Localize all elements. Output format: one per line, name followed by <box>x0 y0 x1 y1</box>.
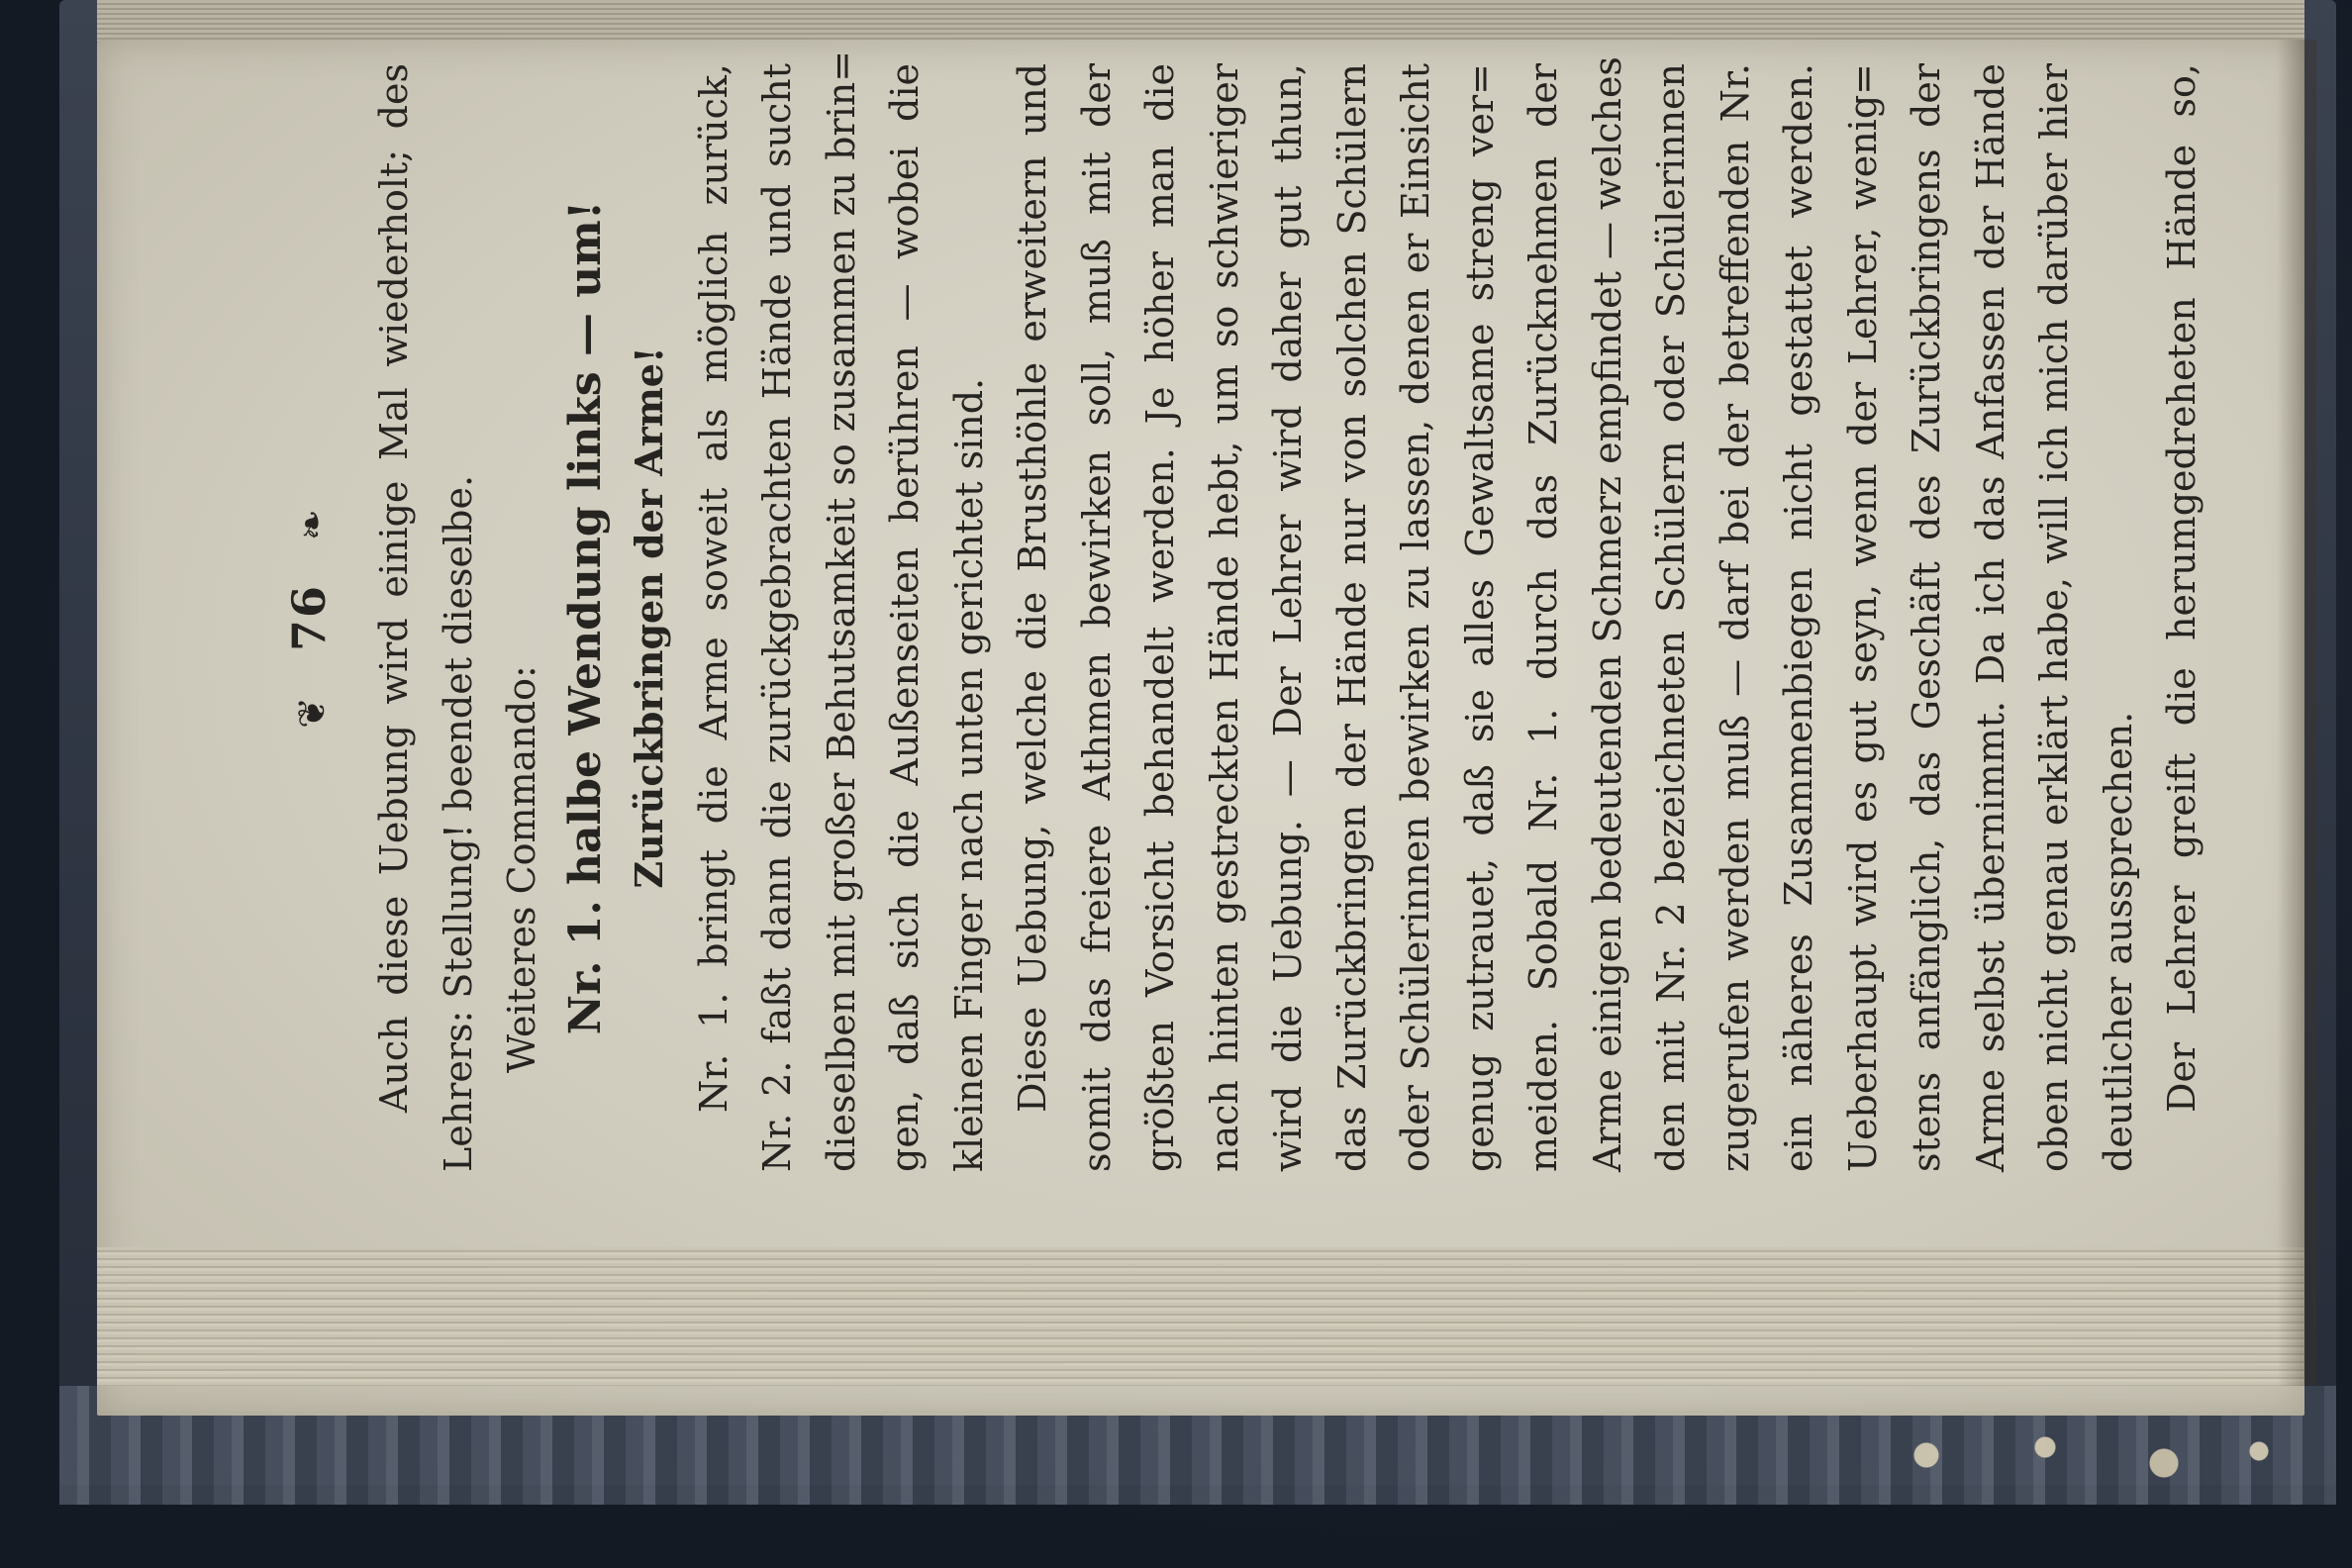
page-stack-top-edge <box>97 0 2304 42</box>
text-line: Lehrers: Stellung! beendet dieselbe. <box>436 474 480 1172</box>
text-line: Auch diese Uebung wird einige Mal wiederholt; des <box>372 63 416 1113</box>
rotated-text-block <box>277 49 2204 1172</box>
text-line: oder Schülerinnen bewirken zu lassen, denen er Einsicht <box>1394 63 1437 1172</box>
text-line: oben nicht genau erklärt habe, will ich mich darüber hier <box>2032 63 2076 1172</box>
text-line: Ueberhaupt wird es gut seyn, wenn der Lehrer, wenig= <box>1840 63 1885 1172</box>
page-header <box>277 63 341 1172</box>
text-line: deutlicher aussprechen. <box>2096 711 2140 1172</box>
text-line: Arme einigen bedeutenden Schmerz empfindet — welches <box>1585 56 1629 1172</box>
text-line: stens anfänglich, das Geschäft des Zurückbringens der <box>1905 63 1948 1172</box>
text-line: Arme selbst übernimmt. Da ich das Anfassen der Hände <box>1968 63 2012 1172</box>
ornament-left-icon: ❦ <box>290 695 334 729</box>
text-line: somit das freiere Athmen bewirken soll, muß mit der <box>1074 63 1119 1172</box>
page-gutter-shadow <box>2277 40 2316 1386</box>
text-line: ein näheres Zusammenbiegen nicht gestattet werden. <box>1777 63 1820 1172</box>
command-line: Nr. 1. halbe Wendung links — um! <box>559 200 611 1035</box>
text-line: meiden. Sobald Nr. 1. durch das Zurücknehmen der <box>1521 63 1565 1172</box>
command-line: Zurückbringen der Arme! <box>627 346 671 889</box>
page-number: 76 <box>282 584 336 652</box>
text-line: kleinen Finger nach unten gerichtet sind. <box>946 377 991 1172</box>
text-line: genug zutrauet, daß sie alles Gewaltsame streng ver= <box>1457 63 1502 1172</box>
text-line: größten Vorsicht behandelt werden. Je höher man die <box>1138 63 1182 1172</box>
text-line: Diese Uebung, welche die Brusthöhle erweitern und <box>1011 63 1054 1113</box>
text-line: wird die Uebung. — Der Lehrer wird daher gut thun, <box>1266 63 1310 1172</box>
text-line: nach hinten gestreckten Hände hebt, um so schwieriger <box>1202 63 1246 1172</box>
text-line: dieselben mit großer Behutsamkeit so zusammen zu brin= <box>819 49 863 1172</box>
text-line: zugerufen werden muß — darf bei der betreffenden Nr. <box>1713 63 1757 1172</box>
text-line: Nr. 2. faßt dann die zurückgebrachten Hände und sucht <box>755 63 799 1172</box>
text-line: das Zurückbringen der Hände nur von solchen Schülern <box>1329 63 1374 1172</box>
worn-cover-corner <box>1831 1416 2306 1495</box>
ornament-right-icon: ❧ <box>290 507 334 540</box>
text-line: den mit Nr. 2 bezeichneten Schülern oder Schülerinnen <box>1649 63 1693 1172</box>
text-line: Weiteres Commando: <box>500 665 543 1073</box>
text-line: Der Lehrer greift die herumgedreheten Hände so, <box>2160 63 2204 1113</box>
text-line: Nr. 1. bringt die Arme soweit als möglich zurück, <box>691 63 735 1113</box>
page-stack-edges <box>97 1247 2304 1386</box>
text-line: gen, daß sich die Außenseiten berühren — wobei die <box>883 63 927 1172</box>
